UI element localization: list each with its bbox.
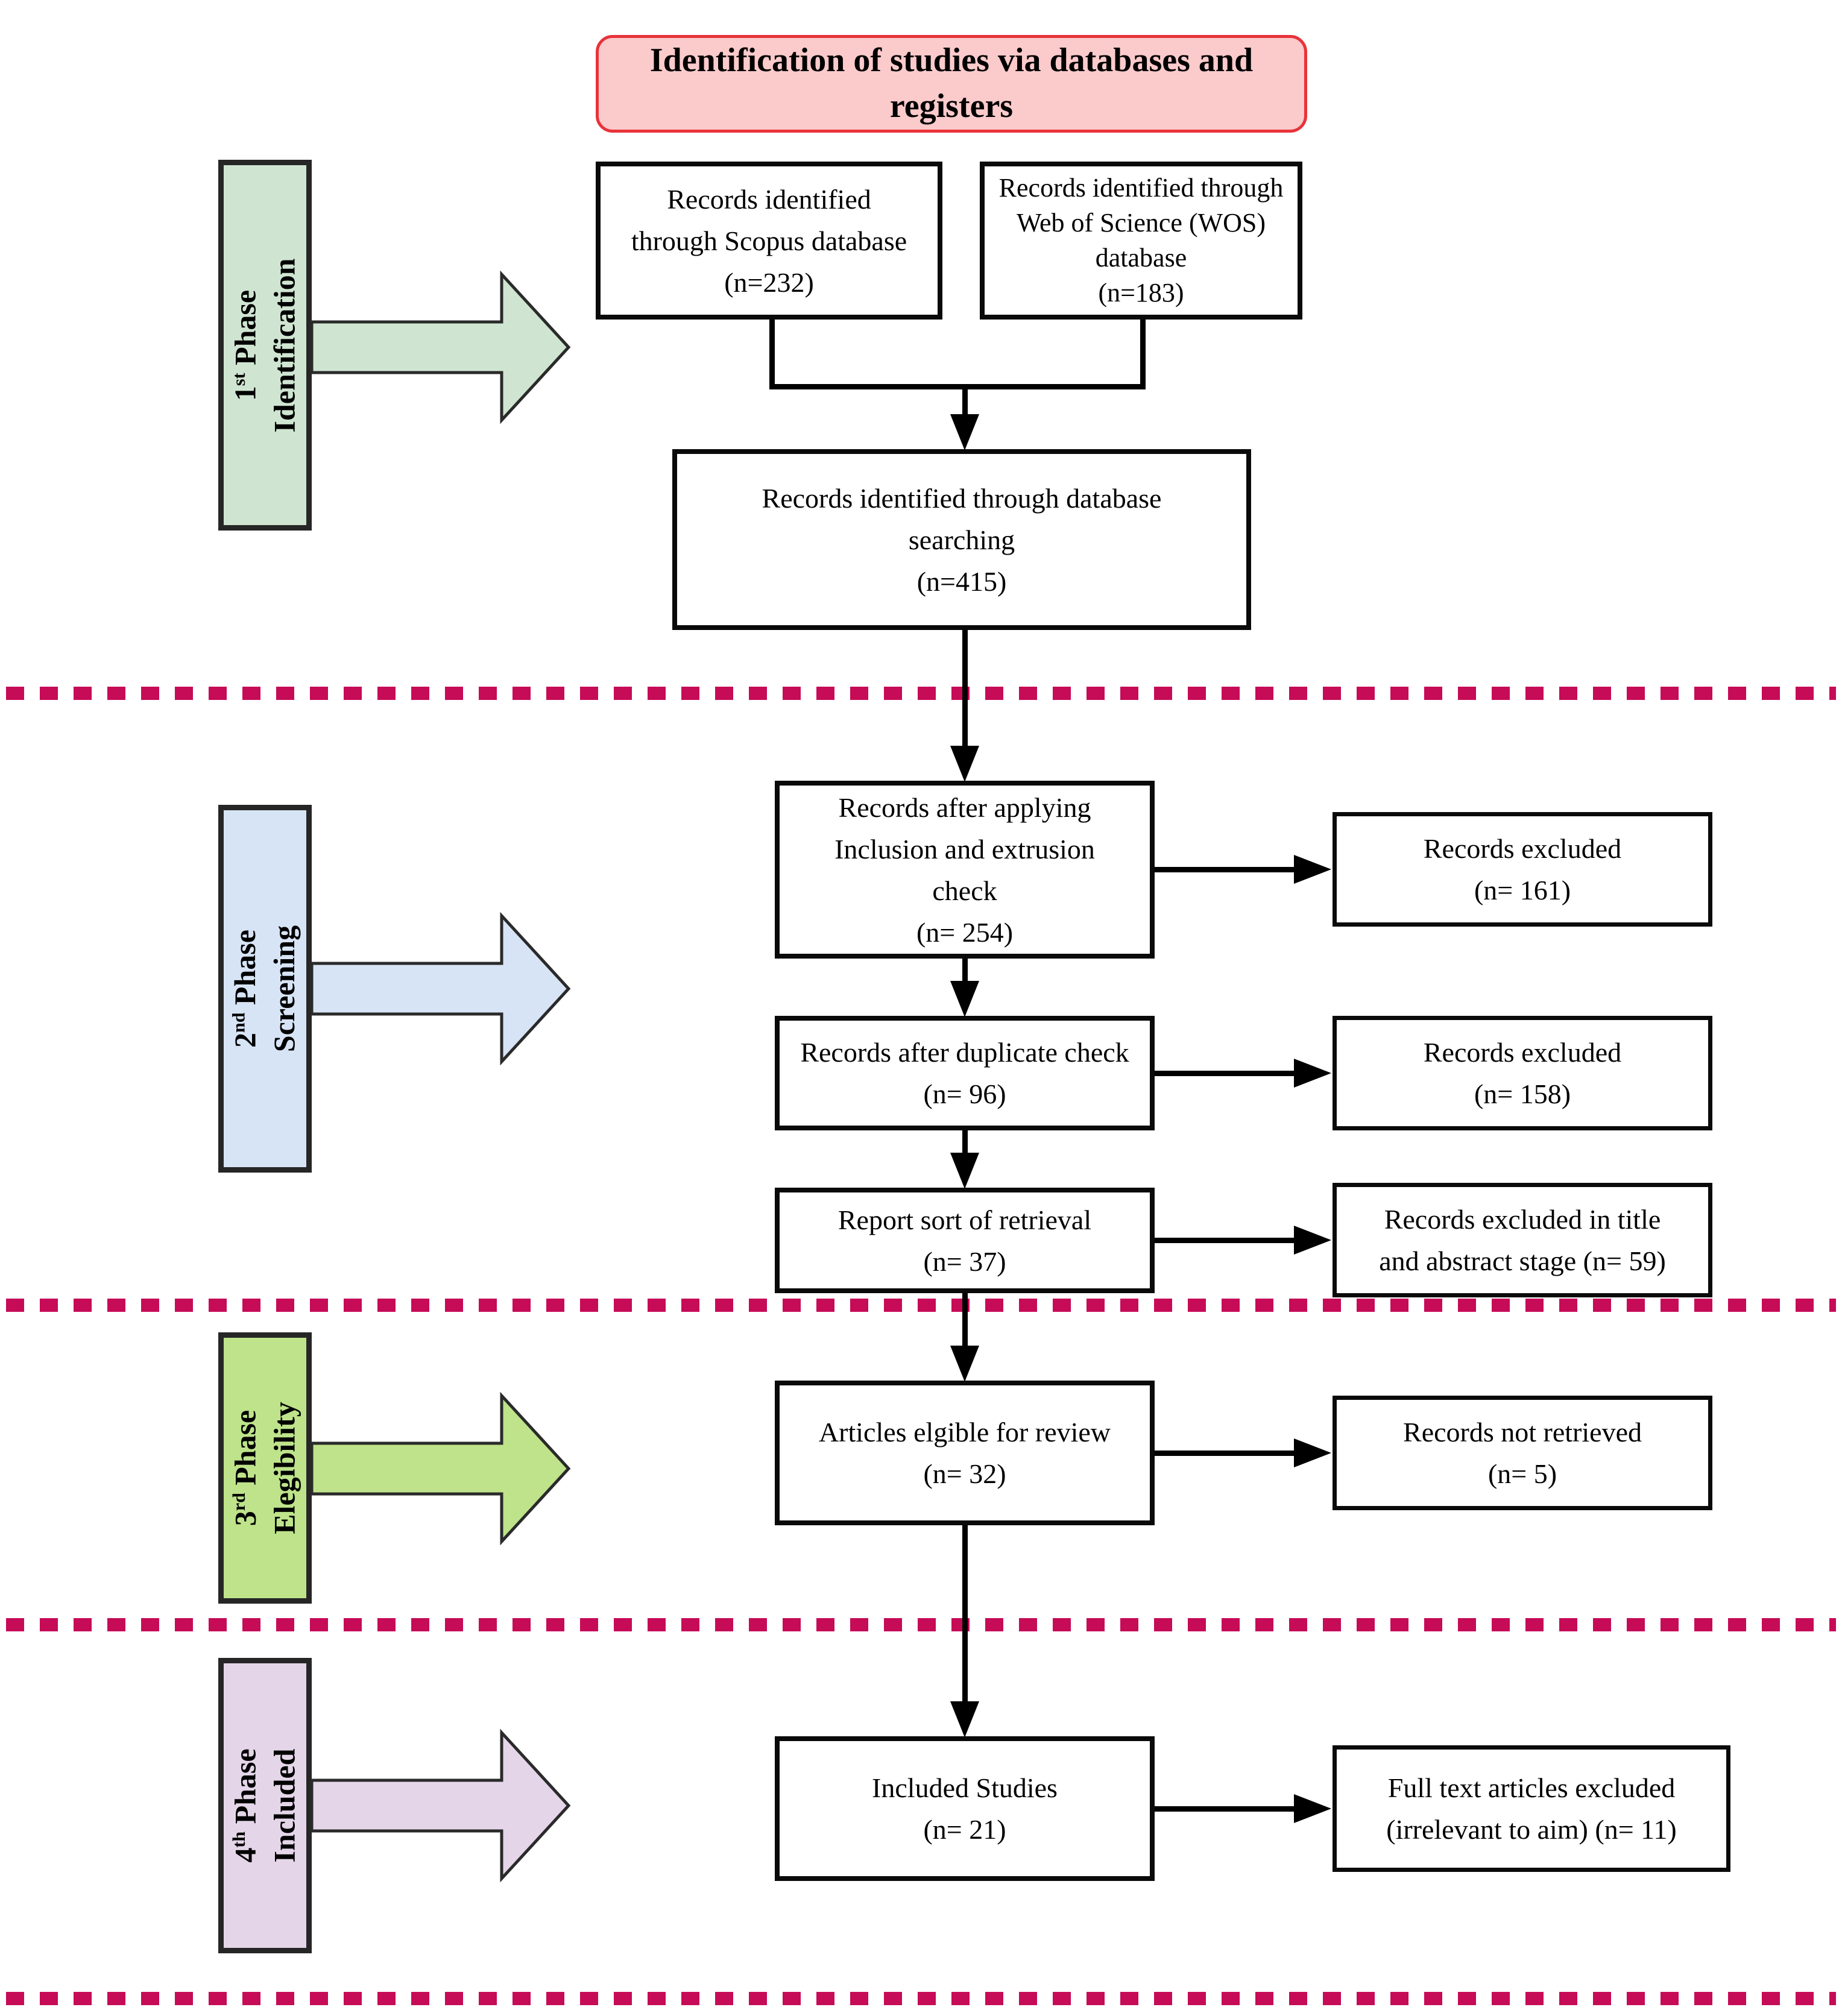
included-studies-box: Included Studies (n= 21)	[775, 1736, 1155, 1881]
scopus-records-box: Records identified through Scopus database (n=232)	[596, 162, 942, 320]
phase-4-arrow-icon	[312, 1730, 571, 1881]
arrow-included-to-fulltext-shaft	[1155, 1806, 1295, 1812]
phase-separator-4	[6, 1992, 1836, 2005]
arrow-eligible-to-notretrieved-head-icon	[1294, 1438, 1331, 1467]
duplicate-check-box: Records after duplicate check (n= 96)	[775, 1016, 1155, 1130]
arrow-eligible-to-notretrieved-shaft	[1155, 1451, 1295, 1456]
arrow-report-to-eligible-head-icon	[950, 1346, 979, 1382]
arrow-inclusion-to-excluded161-shaft	[1155, 867, 1295, 872]
records-excluded-158-box: Records excluded (n= 158)	[1333, 1016, 1712, 1130]
arrow-eligible-to-included-shaft	[962, 1525, 968, 1703]
phase-2-arrow-icon	[312, 913, 571, 1064]
arrow-included-to-fulltext-head-icon	[1294, 1794, 1331, 1823]
phase-2-label: 2nd Phase Screening	[218, 805, 312, 1173]
phase-3-label: 3rd Phase Elegibility	[218, 1332, 312, 1604]
arrow-duplicate-to-excluded158-head-icon	[1294, 1059, 1331, 1088]
arrow-duplicate-to-report-head-icon	[950, 1153, 979, 1189]
arrow-merged-to-inclusion-shaft	[962, 630, 968, 748]
arrow-duplicate-to-excluded158-shaft	[1155, 1071, 1295, 1076]
fulltext-excluded-box: Full text articles excluded (irrelevant to aim) (n= 11)	[1333, 1745, 1730, 1872]
connector-merge-bar	[769, 384, 1146, 389]
eligible-articles-box: Articles elgible for review (n= 32)	[775, 1381, 1155, 1525]
phase-1-arrow-icon	[312, 272, 571, 423]
phase-3-arrow-icon	[312, 1393, 571, 1544]
diagram-title-line2: registers	[889, 87, 1014, 125]
phase-separator-2	[6, 1299, 1836, 1312]
phase-4-label: 4th Phase Included	[218, 1658, 312, 1953]
arrow-merged-to-inclusion-head-icon	[950, 746, 979, 782]
report-sort-box: Report sort of retrieval (n= 37)	[775, 1188, 1155, 1293]
arrow-inclusion-to-excluded161-head-icon	[1294, 855, 1331, 884]
arrow-report-to-excluded59-shaft	[1155, 1238, 1295, 1243]
wos-records-box: Records identified through Web of Science (WOS) database (n=183)	[980, 162, 1302, 320]
inclusion-check-box: Records after applying Inclusion and extrusion check (n= 254)	[775, 781, 1155, 959]
arrow-eligible-to-included-head-icon	[950, 1701, 979, 1737]
connector-wos-down	[1140, 320, 1146, 387]
phase-separator-1	[6, 687, 1836, 700]
records-not-retrieved-box: Records not retrieved (n= 5)	[1333, 1396, 1712, 1510]
arrow-inclusion-to-duplicate-head-icon	[950, 981, 979, 1017]
arrow-to-merged-shaft	[962, 386, 968, 416]
diagram-title-line1: Identification of studies via databases and	[649, 42, 1254, 80]
arrow-to-merged-head-icon	[950, 414, 979, 450]
arrow-duplicate-to-report-shaft	[962, 1130, 968, 1154]
phase-separator-3	[6, 1618, 1836, 1631]
diagram-title	[596, 35, 1307, 133]
arrow-report-to-eligible-shaft	[962, 1293, 968, 1347]
records-excluded-161-box: Records excluded (n= 161)	[1333, 812, 1712, 927]
phase-1-label: 1st Phase Identification	[218, 160, 312, 531]
arrow-inclusion-to-duplicate-shaft	[962, 959, 968, 983]
database-searching-box: Records identified through database searching (n=415)	[672, 449, 1251, 630]
excluded-title-abstract-box: Records excluded in title and abstract stage (n= 59)	[1333, 1183, 1712, 1297]
connector-scopus-down	[769, 320, 775, 387]
arrow-report-to-excluded59-head-icon	[1294, 1226, 1331, 1255]
